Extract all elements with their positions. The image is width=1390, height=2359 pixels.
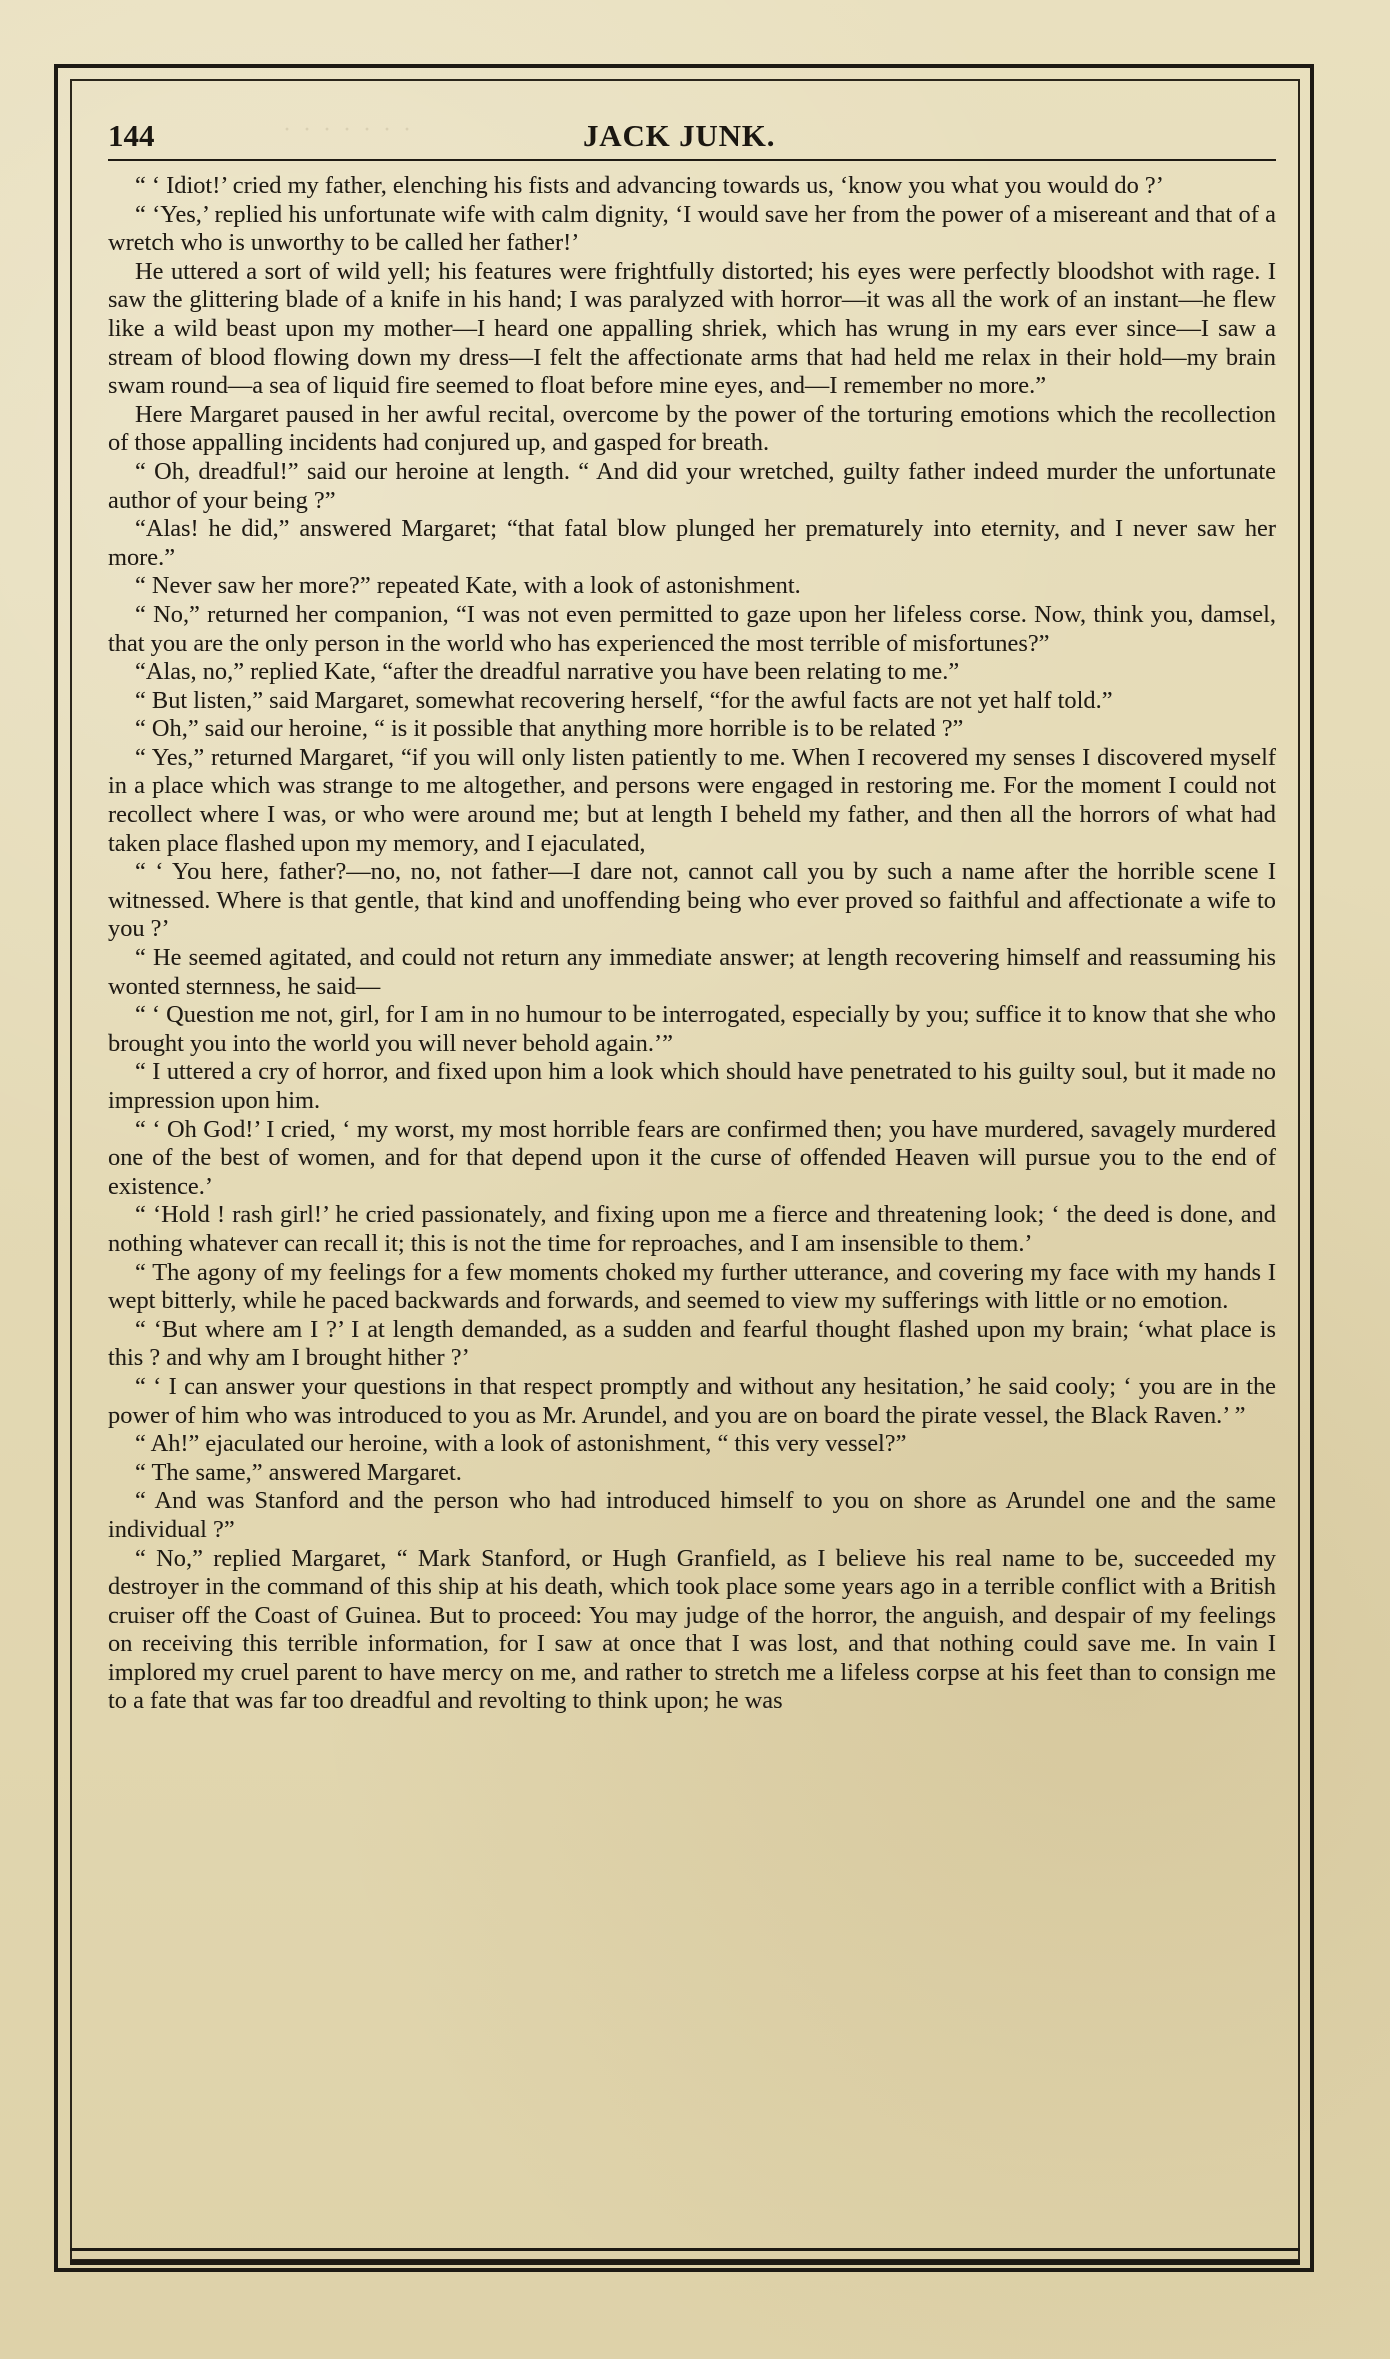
- paragraph: “ ‘Yes,’ replied his unfortunate wife with calm dignity, ‘I would save her from the power of a misereant and that of a wretch who is unworthy to be called her father!’: [108, 200, 1276, 257]
- paragraph: “ But listen,” said Margaret, somewhat recovering herself, “for the awful facts are not yet half told.”: [135, 686, 1113, 714]
- paragraph: “ And was Stanford and the person who had introduced himself to you on shore as Arundel one and the same individual ?”: [108, 1487, 1276, 1543]
- paragraph: “ ‘ Question me not, girl, for I am in no humour to be interrogated, especially by you; suffice it to know that she who brought you into the world you will never behold again.’”: [108, 1001, 1276, 1057]
- paragraph: “ ‘ Idiot!’ cried my father, elenching his fists and advancing towards us, ‘know you what you would do ?’: [135, 172, 1164, 199]
- paragraph: “ No,” returned her companion, “I was not even permitted to gaze upon her lifeless corse. Now, think you, damsel, that you are the only person in the world who has experienced the most terrible of misfortunes?”: [108, 600, 1276, 657]
- paragraph: “ Oh, dreadful!” said our heroine at length. “ And did your wretched, guilty father indeed murder the unfortunate author of your being ?”: [108, 457, 1276, 514]
- running-title: JACK JUNK.: [583, 118, 776, 153]
- paragraph: “Alas! he did,” answered Margaret; “that fatal blow plunged her prematurely into eternity, and I never saw her more.”: [108, 515, 1276, 571]
- bottom-rule-thin: [70, 2248, 1300, 2251]
- header-rule: [108, 159, 1276, 161]
- paragraph: “ The agony of my feelings for a few moments choked my further utterance, and covering my face with my hands I wept bitterly, while he paced backwards and forwards, and seemed to view my sufferings with little or no emotion.: [108, 1258, 1276, 1315]
- bottom-rule-thick: [70, 2260, 1300, 2265]
- paragraph: “ Never saw her more?” repeated Kate, with a look of astonishment.: [135, 572, 801, 600]
- paragraph: “ ‘ I can answer your questions in that respect promptly and without any hesitation,’ he said cooly; ‘ you are in the power of him who was introduced to you as Mr. Arundel, and you are on board the pirate vessel, the Black Raven.’ ”: [108, 1372, 1276, 1429]
- paragraph: “ ‘ You here, father?—no, no, not father—I dare not, cannot call you by such a name after the horrible scene I witnessed. Where is that gentle, that kind and unoffending being who ever proved so faithful and affectionate a wife to you ?’: [108, 858, 1276, 943]
- paragraph: He uttered a sort of wild yell; his features were frightfully distorted; his eyes were perfectly bloodshot with rage. I saw the glittering blade of a knife in his hand; I was paralyzed with horror—it was all the work of an instant—he flew like a wild beast upon my mother—I heard one appalling shriek, which has wrung in my ears ever since—I saw a stream of blood flowing down my dress—I felt the affectionate arms that had held me relax in their hold—my brain swam round—a sea of liquid fire seemed to float before mine eyes, and—I remember no more.”: [108, 257, 1276, 400]
- paragraph: “ He seemed agitated, and could not return any immediate answer; at length recovering himself and reassuming his wonted sternness, he said—: [108, 944, 1276, 1000]
- paragraph: “ Oh,” said our heroine, “ is it possible that anything more horrible is to be related ?”: [135, 715, 964, 743]
- paragraph: “ Yes,” returned Margaret, “if you will only listen patiently to me. When I recovered my senses I discovered myself in a place which was strange to me altogether, and persons were engaged in restoring me. For the moment I could not recollect where I was, or who were around me; but at length I beheld my father, and then all the horrors of what had taken place flashed upon my memory, and I ejaculated,: [108, 743, 1276, 857]
- paragraph: “ I uttered a cry of horror, and fixed upon him a look which should have penetrated to his guilty soul, but it made no impression upon him.: [108, 1058, 1276, 1114]
- paragraph: “ Ah!” ejaculated our heroine, with a look of astonishment, “ this very vessel?”: [135, 1430, 907, 1458]
- bottom-rules: [70, 2248, 1300, 2276]
- page-header: [108, 112, 1276, 164]
- paragraph: “ The same,” answered Margaret.: [135, 1458, 462, 1486]
- paragraph: Here Margaret paused in her awful recital, overcome by the power of the torturing emotions which the recollection of those appalling incidents had conjured up, and gasped for breath.: [108, 400, 1276, 457]
- paragraph: “ ‘ Oh God!’ I cried, ‘ my worst, my most horrible fears are confirmed then; you have murdered, savagely murdered one of the best of women, and for that depend upon it the curse of offended Heaven will pursue you to the end of existence.’: [108, 1115, 1276, 1200]
- body-text: [108, 172, 1276, 2212]
- paragraph: “ No,” replied Margaret, “ Mark Stanford, or Hugh Granfield, as I believe his real name to be, succeeded my destroyer in the command of this ship at his death, which took place some years ago in a terrible conflict with a British cruiser off the Coast of Guinea. But to proceed: You may judge of the horror, the anguish, and despair of my feelings on receiving this terrible information, for I saw at once that I was lost, and that nothing could save me. In vain I implored my cruel parent to have mercy on me, and rather to stretch me a lifeless corpse at his feet than to consign me to a fate that was far too dreadful and revolting to think upon; he was: [108, 1544, 1276, 1715]
- paragraph: “ ‘Hold ! rash girl!’ he cried passionately, and fixing upon me a fierce and threatening look; ‘ the deed is done, and nothing whatever can recall it; this is not the time for reproaches, and I am insensible to them.’: [108, 1201, 1276, 1257]
- bleedthrough-mark: · · · · · · ·: [280, 117, 411, 143]
- paragraph: “ ‘But where am I ?’ I at length demanded, as a sudden and fearful thought flashed upon my brain; ‘what place is this ? and why am I brought hither ?’: [108, 1315, 1276, 1372]
- paragraph: “Alas, no,” replied Kate, “after the dreadful narrative you have been relating to me.”: [135, 658, 960, 686]
- page-number: 144: [108, 118, 155, 153]
